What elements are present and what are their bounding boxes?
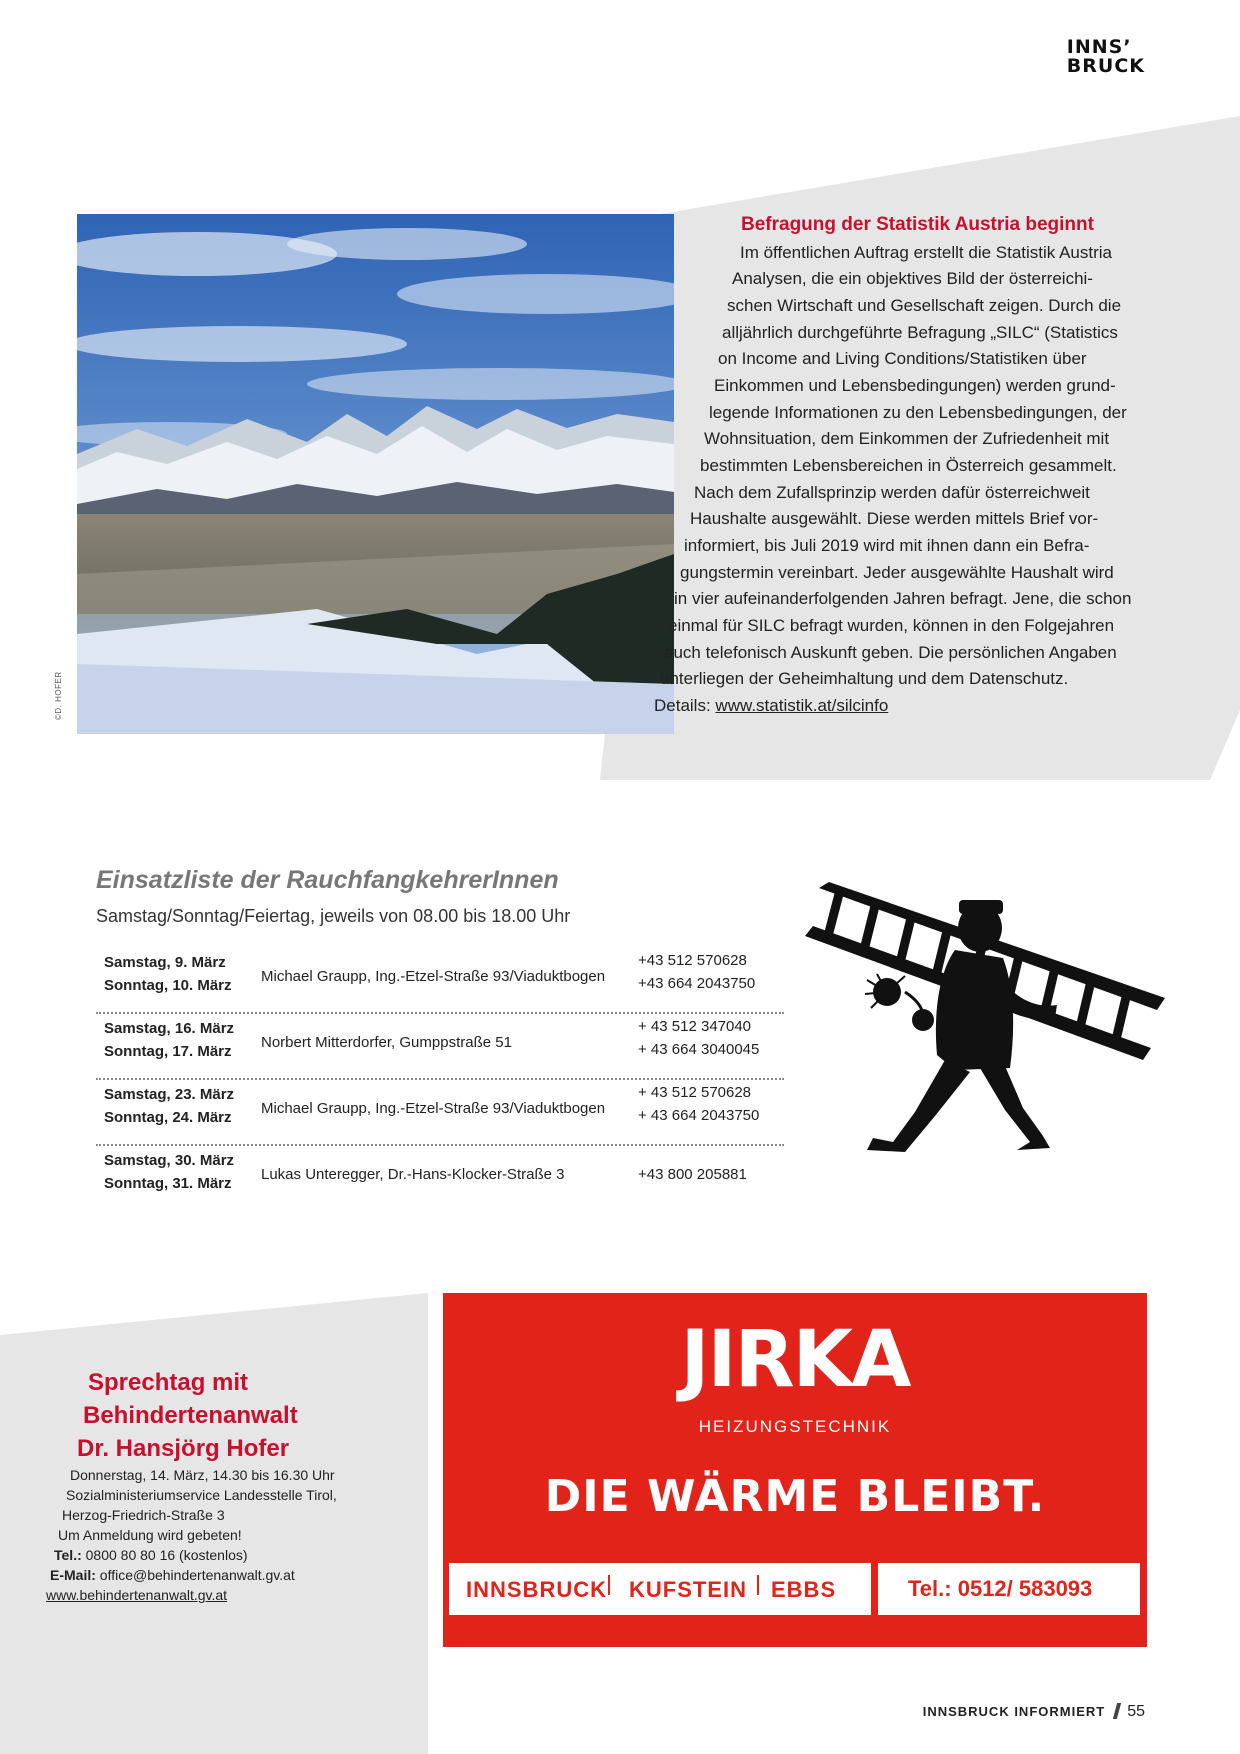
sprechtag-location: Sozialministeriumservice Landesstelle Tirol, [66, 1487, 337, 1503]
sprechtag-note: Um Anmeldung wird gebeten! [58, 1527, 242, 1543]
sprechtag-website-link[interactable]: www.behindertenanwalt.gv.at [46, 1587, 228, 1603]
sprechtag-title-line-3: Dr. Hansjörg Hofer [77, 1435, 290, 1462]
row-phone-2: + 43 664 2043750 [638, 1107, 760, 1124]
row-date-saturday: Samstag, 30. März [104, 1152, 235, 1169]
article-line: Nach dem Zufallsprinzip werden dafür österreichweit [694, 483, 1090, 502]
row-phone-1: +43 800 205881 [638, 1166, 747, 1183]
article-line: Wohnsituation, dem Einkommen der Zufriedenheit mit [704, 429, 1110, 448]
chimney-list-title: Einsatzliste der RauchfangkehrerInnen [96, 866, 559, 894]
row-date-sunday: Sonntag, 17. März [104, 1043, 232, 1060]
row-phone-2: + 43 664 3040045 [638, 1041, 760, 1058]
photo-credit: ©D. HOFER [54, 671, 63, 720]
row-phone-1: + 43 512 347040 [638, 1018, 752, 1035]
article-line: einmal für SILC befragt wurden, können in den Folgejahren [668, 616, 1115, 635]
ad-city-innsbruck: INNSBRUCK [466, 1577, 607, 1602]
table-row [96, 1078, 784, 1146]
row-date-sunday: Sonntag, 24. März [104, 1109, 232, 1126]
article-line: auch telefonisch Auskunft geben. Die persönlichen Angaben [664, 643, 1117, 662]
article-line: in vier aufeinanderfolgenden Jahren befragt. Jene, die schon [674, 589, 1132, 608]
sprechtag-date: Donnerstag, 14. März, 14.30 bis 16.30 Uhr [70, 1467, 335, 1483]
sprechtag-phone [54, 1547, 248, 1563]
article-title: Befragung der Statistik Austria beginnt [741, 214, 1094, 235]
email-value[interactable]: office@behindertenanwalt.gv.at [95, 1567, 295, 1583]
row-phone-1: + 43 512 570628 [638, 1084, 752, 1101]
article-line: bestimmten Lebensbereichen in Österreich gesammelt. [700, 456, 1117, 475]
article-line: schen Wirtschaft und Gesellschaft zeigen. Durch die [727, 296, 1122, 315]
sprechtag-email [50, 1567, 295, 1583]
chimney-list-subtitle: Samstag/Sonntag/Feiertag, jeweils von 08.00 bis 18.00 Uhr [96, 906, 571, 926]
sprechtag-address: Herzog-Friedrich-Straße 3 [62, 1507, 225, 1523]
article-line: unterliegen der Geheimhaltung und dem Datenschutz. [660, 669, 1069, 688]
ad-phone: Tel.: 0512/ 583093 [908, 1576, 1093, 1601]
row-sweeper: Lukas Unteregger, Dr.-Hans-Klocker-Straße 3 [261, 1166, 565, 1183]
row-phone-1: +43 512 570628 [638, 952, 747, 969]
page-number: 55 [1127, 1703, 1145, 1720]
sprechtag-title-line-2: Behindertenanwalt [83, 1402, 298, 1429]
details-label: Details: [654, 696, 716, 715]
mountain-landscape-image [77, 214, 674, 734]
row-sweeper: Michael Graupp, Ing.-Etzel-Straße 93/Viaduktbogen [261, 968, 606, 985]
sprechtag-background [0, 1293, 428, 1754]
magazine-name: INNSBRUCK INFORMIERT [922, 1704, 1106, 1719]
ad-separator [757, 1575, 759, 1595]
row-date-saturday: Samstag, 9. März [104, 954, 226, 971]
article-line: on Income and Living Conditions/Statistiken über [718, 349, 1087, 368]
article-details [654, 693, 888, 720]
page-footer [923, 1703, 1145, 1721]
row-phone-2: +43 664 2043750 [638, 975, 756, 992]
ad-separator [608, 1575, 610, 1595]
ad-brand-name: JIRKA [680, 1315, 910, 1405]
article-line: legende Informationen zu den Lebensbedingungen, der [709, 403, 1127, 422]
ad-slogan: DIE WÄRME BLEIBT. [544, 1471, 1046, 1522]
article-line: Haushalte ausgewählt. Diese werden mittels Brief vor- [690, 509, 1099, 528]
sprechtag-title-line-1: Sprechtag mit [88, 1369, 249, 1396]
table-row [96, 1144, 784, 1210]
innsbruck-logo [1067, 38, 1145, 76]
row-date-sunday: Sonntag, 31. März [104, 1175, 232, 1192]
email-label: E-Mail: [50, 1567, 96, 1583]
logo-line-1: INNS’ [1066, 36, 1132, 58]
ad-city-kufstein: KUFSTEIN [629, 1577, 747, 1602]
article-line: gungstermin vereinbart. Jeder ausgewählte Haushalt wird [680, 563, 1114, 582]
ad-brand-subtitle: HEIZUNGSTECHNIK [698, 1417, 892, 1436]
row-date-sunday: Sonntag, 10. März [104, 977, 232, 994]
row-sweeper: Michael Graupp, Ing.-Etzel-Straße 93/Viaduktbogen [261, 1100, 606, 1117]
chimney-sweeper-icon [805, 880, 1165, 1170]
row-date-saturday: Samstag, 16. März [104, 1020, 235, 1037]
row-sweeper: Norbert Mitterdorfer, Gumppstraße 51 [261, 1034, 512, 1051]
footer-slash [1113, 1703, 1121, 1719]
article-line: Einkommen und Lebensbedingungen) werden grund- [714, 376, 1116, 395]
phone-label: Tel.: [54, 1547, 82, 1563]
article-line: informiert, bis Juli 2019 wird mit ihnen dann ein Befra- [684, 536, 1090, 555]
details-link[interactable]: www.statistik.at/silcinfo [715, 696, 889, 715]
phone-value: 0800 80 80 16 (kostenlos) [81, 1547, 248, 1563]
ad-city-ebbs: EBBS [771, 1577, 837, 1602]
logo-line-2: BRUCK [1066, 55, 1145, 77]
article-line: Im öffentlichen Auftrag erstellt die Statistik Austria [740, 243, 1112, 262]
article-line: Analysen, die ein objektives Bild der österreichi- [732, 269, 1093, 288]
mountain-photo [77, 214, 674, 734]
article-line: alljährlich durchgeführte Befragung „SILC“ (Statistics [722, 323, 1118, 342]
jirka-advertisement[interactable] [443, 1293, 1147, 1647]
table-row [96, 946, 784, 1014]
table-row [96, 1012, 784, 1080]
row-date-saturday: Samstag, 23. März [104, 1086, 235, 1103]
